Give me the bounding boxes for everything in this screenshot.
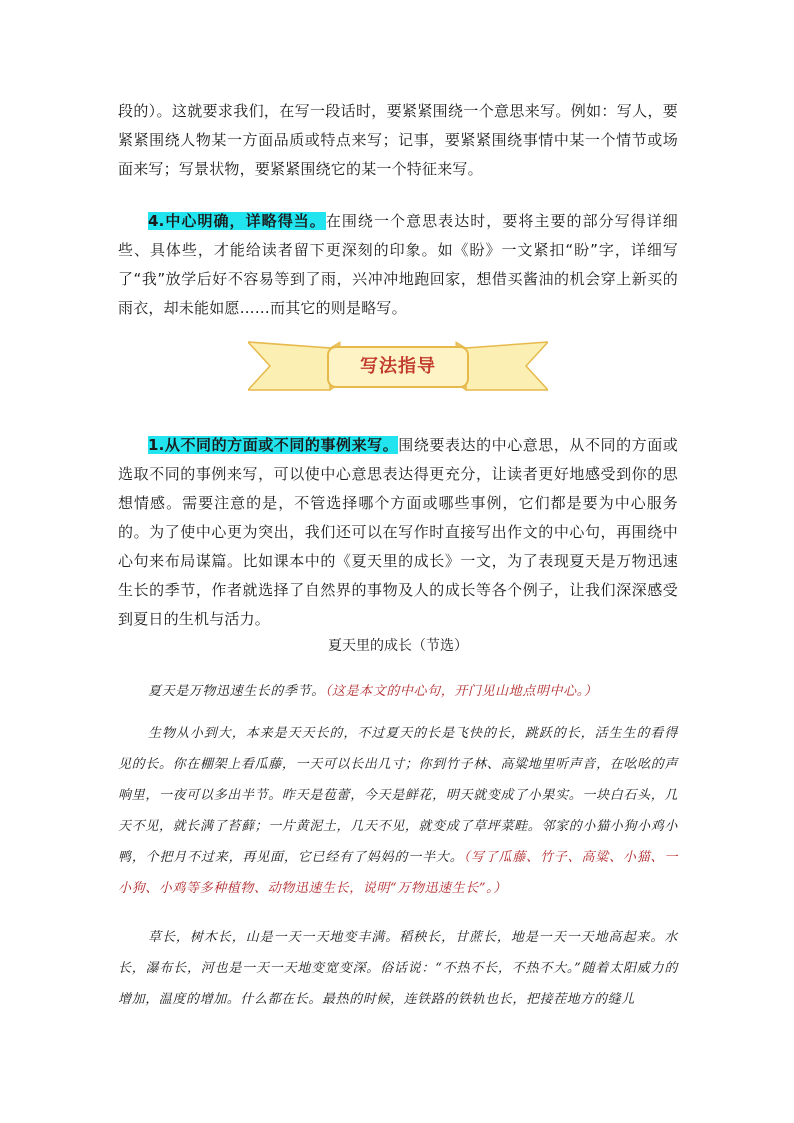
paragraph-text: 段的）。这就要求我们，在写一段话时，要紧紧围绕一个意思来写。例如：写人，要紧紧围绕人物某一方面品质或特点来写；记事，要紧紧围绕事情中某一个情节或场面来写；写景状物，要紧紧围绕它的某一个特征来写。 xyxy=(118,102,678,178)
excerpt-s1-note: （这是本文的中心句，开门见山地点明中心。） xyxy=(324,684,598,699)
excerpt-paragraph-3 xyxy=(118,922,678,1015)
excerpt-title: 夏天里的成长（节选） xyxy=(328,638,468,654)
point-4-heading-highlight: 4.中心明确，详略得当。 xyxy=(148,212,326,230)
ribbon-right-tail xyxy=(466,342,548,390)
section-banner xyxy=(248,338,548,398)
paragraph-method-1 xyxy=(118,431,678,634)
paragraph-intro-continued xyxy=(118,97,678,184)
excerpt-s3-text: 草长，树木长，山是一天一天地变丰满。稻秧长，甘蔗长，地是一天一天地高起来。水长，瀑布长，河也是一天一天地变宽变深。俗话说：“不热不长，不热不大。”随着太阳威力的增加，温度的增加。什么都在长。最热的时候，连铁路的铁轨也长，把接茬地方的缝儿 xyxy=(118,930,678,1007)
paragraph-point-4 xyxy=(118,207,678,323)
excerpt-s1-text: 夏天是万物迅速生长的季节。 xyxy=(148,684,325,699)
method-1-heading-highlight: 1.从不同的方面或不同的事例来写。 xyxy=(148,436,399,454)
point-4-body: 在围绕一个意思表达时，要将主要的部分写得详细些、具体些，才能给读者留下更深刻的印象。如《盼》一文紧扣“盼”字，详细写了“我”放学后好不容易等到了雨，兴冲冲地跑回家，想借买酱油的机会穿上新买的雨衣，却未能如愿……而其它的则是略写。 xyxy=(118,212,678,317)
banner-title: 写法指导 xyxy=(360,356,436,377)
excerpt-sentence-1 xyxy=(118,676,678,707)
excerpt-paragraph-2 xyxy=(118,718,678,904)
excerpt-s2-note: （写了瓜藤、竹子、高粱、小猫、一 小狗、小鸡等多种植物、动物迅速生长，说明“万物迅速生长”。） xyxy=(118,850,678,896)
method-1-body: 围绕要表达的中心意思，从不同的方面或选取不同的事例来写，可以使中心意思表达得更充分，让读者更好地感受到你的思想情感。需要注意的是，不管选择哪个方面或哪些事例，它们都是要为中心服务的。为了使中心更为突出，我们还可以在写作时直接写出作文的中心句，再围绕中心句来布局谋篇。比如课本中的《夏天里的成长》一文，为了表现夏天是万物迅速生长的季节，作者就选择了自然界的事物及人的成长等各个例子，让我们深深感受到夏日的生机与活力。 xyxy=(118,436,678,628)
ribbon-left-tail xyxy=(248,342,330,390)
excerpt-s2-text: 生物从小到大，本来是天天长的，不过夏天的长是飞快的长，跳跃的长，活生生的看得见的长。你在棚架上看瓜藤，一天可以长出几寸；你到竹子林、高粱地里听声音，在吆吆的声响里，一夜可以多出半节。昨天是苞蕾，今天是鲜花，明天就变成了小果实。一块白石头，几天不见，就长满了苔藓；一片黄泥土，几天不见，就变成了草坪菜畦。邻家的小猫小狗小鸡小鸭，个把月不过来，再见面，它已经有了妈妈的一半大。 xyxy=(118,726,678,865)
